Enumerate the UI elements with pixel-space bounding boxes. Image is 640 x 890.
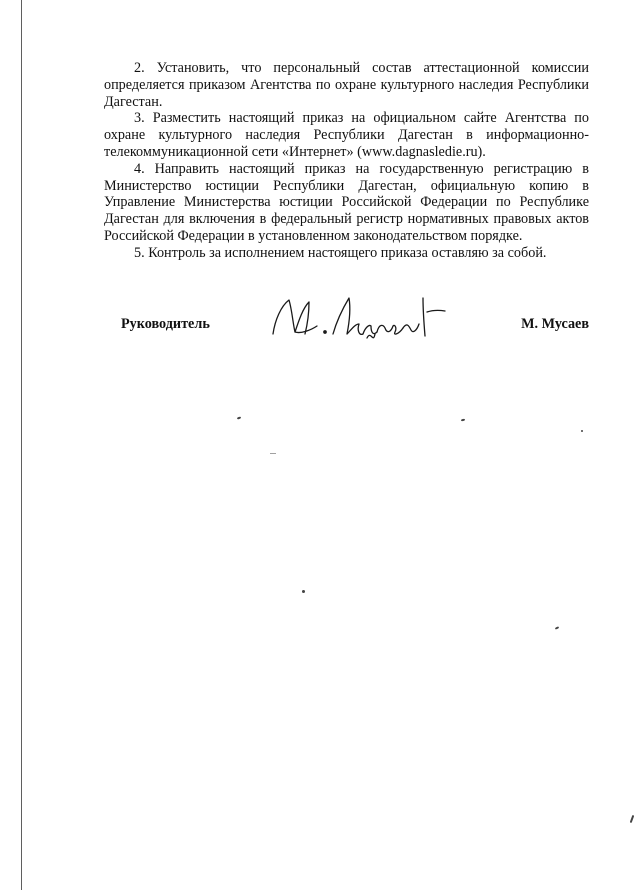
document-body [104, 60, 589, 262]
handwritten-signature [267, 290, 447, 348]
signer-title: Руководитель [121, 316, 210, 332]
scan-speck [461, 419, 465, 422]
scan-speck [270, 453, 276, 454]
scan-speck [555, 626, 559, 630]
scan-speck [581, 430, 583, 432]
scan-edge-line [21, 0, 22, 890]
paragraph-item-2: 2. Установить, что персональный состав аттестационной комиссии определяется приказом Агентства по охране культурного наследия Республики Дагестан. [104, 60, 589, 110]
paragraph-item-3: 3. Разместить настоящий приказ на официальном сайте Агентства по охране культурного наследия Республики Дагестан в информационно-телекоммуникационной сети «Интернет» (www.dagnasledie.ru). [104, 110, 589, 160]
paragraph-item-4: 4. Направить настоящий приказ на государственную регистрацию в Министерство юстиции Республики Дагестан, официальную копию в Управление Министерства юстиции Российской Федерации по Республике Дагестан для включения в федеральный регистр нормативных правовых актов Российской Федерации в установленном законодательством порядке. [104, 160, 589, 244]
scan-speck [630, 815, 635, 823]
scan-speck [237, 416, 241, 419]
signature-block [104, 290, 589, 350]
scan-speck [302, 590, 305, 593]
signer-name: М. Мусаев [521, 316, 589, 332]
paragraph-item-5: 5. Контроль за исполнением настоящего приказа оставляю за собой. [134, 244, 547, 261]
